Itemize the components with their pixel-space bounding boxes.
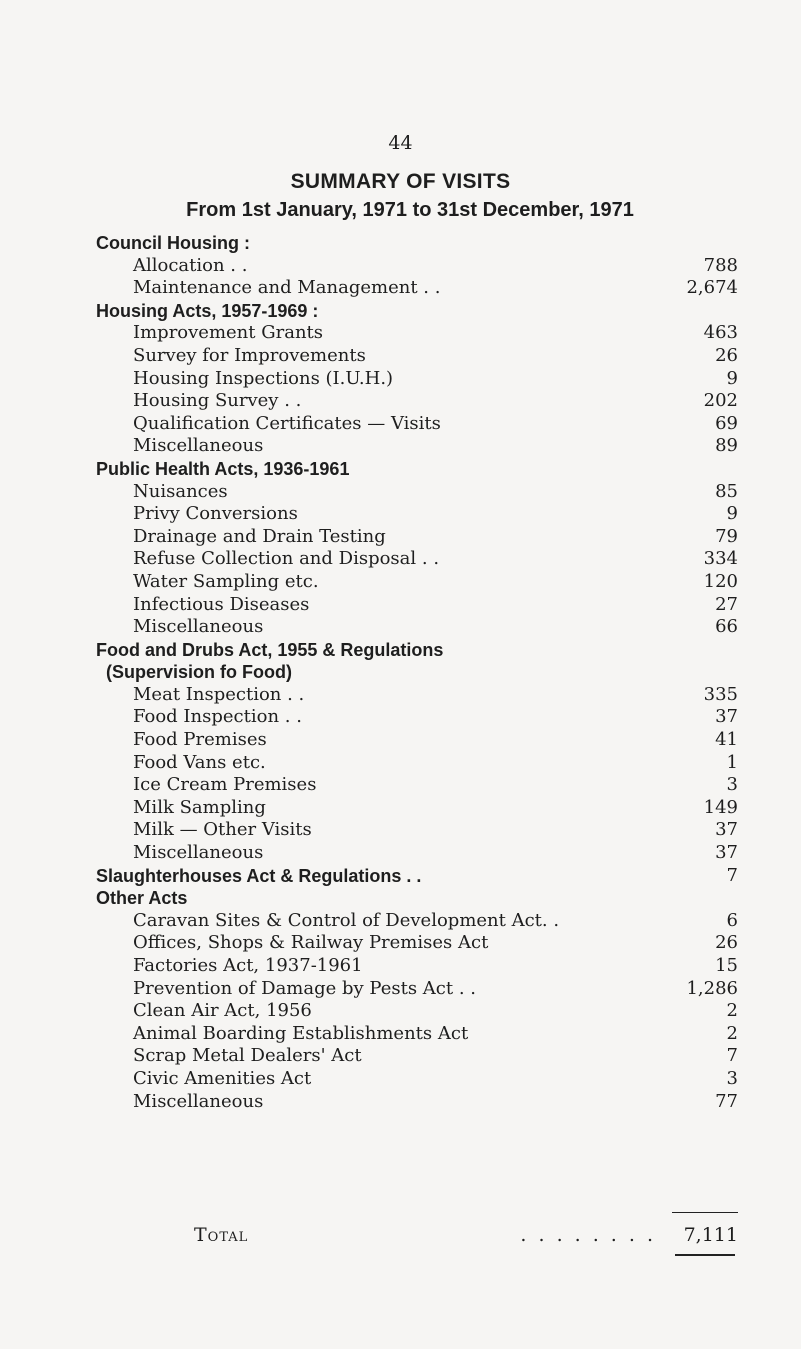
- table-row: [96, 435, 738, 458]
- row-value: 2,674: [686, 277, 738, 299]
- table-row: [96, 910, 738, 933]
- row-value: 788: [703, 254, 738, 276]
- row-label: Milk Sampling: [133, 796, 266, 818]
- row-label: Milk — Other Visits: [133, 819, 312, 841]
- total-label: Total: [194, 1224, 249, 1246]
- row-label: Refuse Collection and Disposal . .: [133, 548, 440, 570]
- row-value: 463: [703, 322, 738, 344]
- row-value: 334: [703, 548, 738, 570]
- row-label: Ice Cream Premises: [133, 774, 317, 796]
- row-label: Animal Boarding Establishments Act: [133, 1022, 469, 1044]
- row-value: 66: [715, 616, 738, 638]
- total-leader: . . . . . . . .: [520, 1224, 656, 1246]
- row-value: 120: [703, 570, 738, 592]
- row-label: Clean Air Act, 1956: [133, 1000, 312, 1022]
- row-value: 6: [726, 909, 738, 931]
- table-row: [96, 706, 738, 729]
- table-row: [96, 594, 738, 617]
- row-value: 89: [715, 435, 738, 457]
- row-value: 77: [715, 1090, 738, 1112]
- row-value: 9: [726, 367, 738, 389]
- row-label: Food Inspection . .: [133, 706, 302, 728]
- table-row: [96, 1000, 738, 1023]
- row-value: 37: [715, 706, 738, 728]
- table-row: [96, 684, 738, 707]
- total-row: [96, 1222, 738, 1248]
- row-value: 9: [726, 503, 738, 525]
- table-row: [96, 729, 738, 752]
- row-label: Factories Act, 1937-1961: [133, 955, 363, 976]
- row-value: 202: [703, 390, 738, 412]
- section-heading: Other Acts: [96, 888, 188, 909]
- row-value: 7: [726, 1045, 738, 1067]
- table-row: [96, 955, 738, 978]
- total-value: 7,111: [683, 1224, 738, 1246]
- row-label: Offices, Shops & Railway Premises Act: [133, 932, 489, 954]
- table-row: [96, 1091, 738, 1114]
- row-value: 79: [715, 525, 738, 547]
- table-row: [96, 368, 738, 391]
- table-row: [96, 1068, 738, 1091]
- page-subtitle: From 1st January, 1971 to 31st December, 1971: [186, 199, 634, 221]
- row-label: Miscellaneous: [133, 842, 264, 864]
- page-title: SUMMARY OF VISITS: [290, 170, 511, 193]
- row-label: Water Sampling etc.: [133, 570, 319, 592]
- row-value: 2: [726, 1000, 738, 1022]
- row-label: Meat Inspection . .: [133, 683, 305, 705]
- table-row: [96, 932, 738, 955]
- table-row: [96, 277, 738, 300]
- table-row: [96, 413, 738, 436]
- table-row: [96, 526, 738, 549]
- row-value: 1,286: [686, 977, 738, 999]
- section-heading: Council Housing :: [96, 233, 250, 253]
- row-value: 15: [715, 955, 738, 976]
- row-label: Privy Conversions: [133, 503, 298, 525]
- row-label: Slaughterhouses Act & Regulations . .: [96, 865, 422, 886]
- row-value: 26: [715, 344, 738, 366]
- table-row: [96, 797, 738, 820]
- row-label: Improvement Grants: [133, 322, 324, 344]
- table-row: [96, 255, 738, 278]
- row-label: Housing Inspections (I.U.H.): [133, 367, 394, 389]
- row-label: Maintenance and Management . .: [133, 277, 441, 299]
- row-label: Miscellaneous: [133, 435, 264, 457]
- table-row: [96, 548, 738, 571]
- row-value: 2: [726, 1022, 738, 1044]
- row-label: Scrap Metal Dealers' Act: [133, 1045, 362, 1067]
- row-label: Infectious Diseases: [133, 593, 310, 615]
- row-label: Drainage and Drain Testing: [133, 525, 386, 547]
- row-value: 27: [715, 593, 738, 615]
- table-row: [96, 865, 738, 888]
- section-heading: Food and Drubs Act, 1955 & Regulations: [96, 639, 444, 660]
- row-label: Civic Amenities Act: [133, 1067, 312, 1089]
- row-value: 3: [726, 774, 738, 796]
- page-number: 44: [388, 132, 413, 154]
- row-value: 41: [715, 729, 738, 751]
- visits-summary-table: [96, 232, 738, 1113]
- table-row: [96, 503, 738, 526]
- row-label: Caravan Sites & Control of Development Act. .: [133, 909, 560, 931]
- table-row: [96, 978, 738, 1001]
- row-label: Qualification Certificates — Visits: [133, 412, 441, 434]
- row-label: Survey for Improvements: [133, 344, 366, 366]
- row-label: Miscellaneous: [133, 1090, 264, 1112]
- section-heading: Public Health Acts, 1936-1961: [96, 458, 350, 479]
- row-value: 335: [703, 683, 738, 705]
- table-row: [96, 752, 738, 775]
- table-row: [96, 481, 738, 504]
- table-row: [96, 819, 738, 842]
- section-heading: Housing Acts, 1957-1969 :: [96, 300, 319, 321]
- table-row: [96, 345, 738, 368]
- row-label: Housing Survey . .: [133, 390, 302, 412]
- row-label: Nuisances: [133, 480, 228, 502]
- table-row: [96, 1045, 738, 1068]
- row-label: Food Premises: [133, 729, 267, 751]
- table-row: [96, 842, 738, 865]
- row-value: 149: [703, 796, 738, 818]
- total-rule: [672, 1212, 738, 1213]
- row-value: 3: [726, 1067, 738, 1089]
- row-label: Food Vans etc.: [133, 751, 266, 773]
- row-value: 37: [715, 819, 738, 841]
- table-row: [96, 322, 738, 345]
- table-row: [96, 616, 738, 639]
- row-label: Allocation . .: [133, 254, 248, 276]
- row-label: Prevention of Damage by Pests Act . .: [133, 977, 477, 999]
- row-value: 85: [715, 480, 738, 502]
- row-value: 7: [726, 864, 738, 886]
- section-heading: (Supervision fo Food): [106, 662, 292, 683]
- total-underline: [675, 1254, 735, 1256]
- table-row: [96, 571, 738, 594]
- table-row: [96, 1023, 738, 1046]
- row-value: 1: [726, 751, 738, 773]
- row-value: 37: [715, 842, 738, 864]
- row-value: 69: [715, 412, 738, 434]
- table-row: [96, 774, 738, 797]
- row-label: Miscellaneous: [133, 616, 264, 638]
- table-row: [96, 390, 738, 413]
- row-value: 26: [715, 932, 738, 954]
